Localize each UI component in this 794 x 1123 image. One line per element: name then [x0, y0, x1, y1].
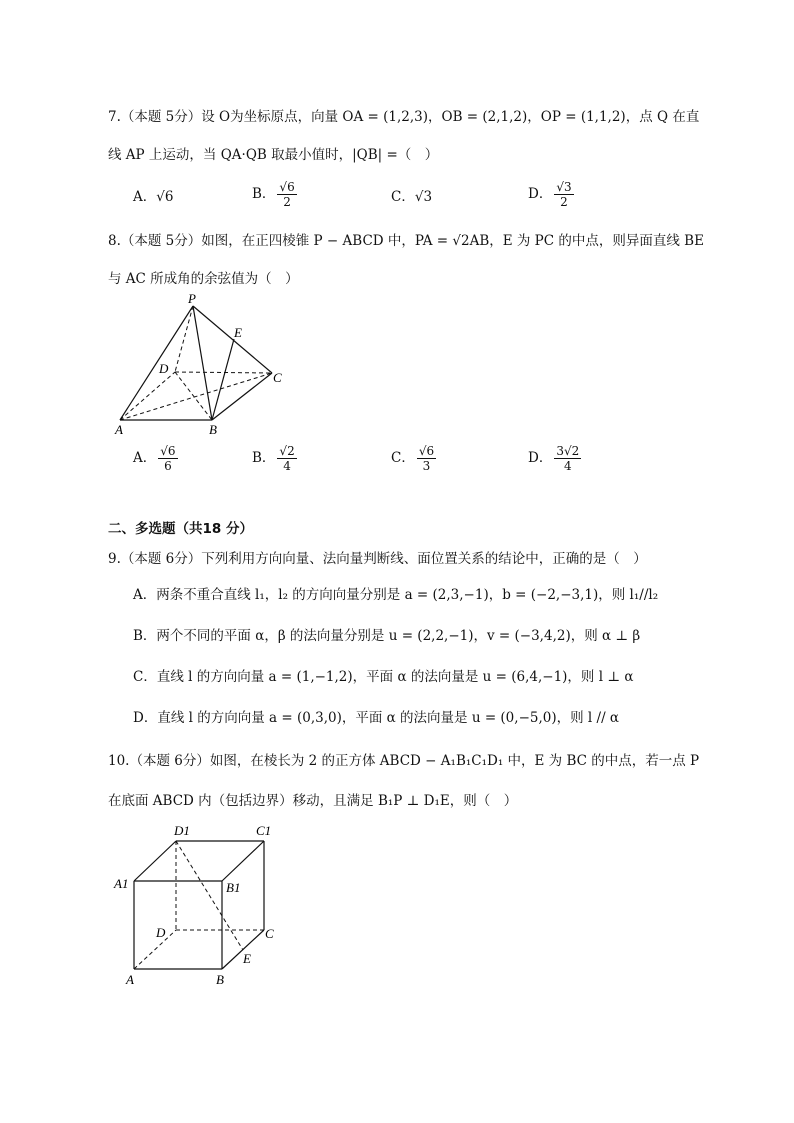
fraction: $\frac{√6}{3}$ [418, 444, 435, 473]
q7-option-b: B． $\frac{√6}{2}$ [252, 180, 295, 209]
q8-option-c: C． $\frac{√6}{3}$ [391, 444, 435, 473]
label-c1: C1 [256, 823, 272, 838]
q10-line2: 在底面 ABCD 内（包括边界）移动，且满足 B₁P ⊥ D₁E，则（ ） [108, 793, 518, 809]
q7-option-d: D． $\frac{√3}{2}$ [528, 180, 572, 209]
q7-option-c: C．√3 [391, 189, 433, 205]
pyramid-figure [110, 290, 290, 440]
cube-figure [110, 820, 290, 992]
q8-option-b: B． $\frac{√2}{4}$ [252, 444, 295, 473]
q7-line1: 7.（本题 5分）设 O为坐标原点，向量 OA = (1,2,3)，OB = (2,1,2)，OP = (1,1,2)，点 Q 在直 [108, 109, 700, 125]
label-a: A [126, 972, 134, 987]
fraction: $\frac{3√2}{4}$ [556, 444, 580, 473]
label-e: E [243, 951, 251, 966]
fraction: $\frac{√6}{6}$ [160, 444, 176, 473]
q9-option-a: A．两条不重合直线 l₁，l₂ 的方向向量分别是 a = (2,3,−1)，b = (−2,−3,1)，则 l₁//l₂ [133, 587, 659, 603]
q8-line2: 与 AC 所成角的余弦值为（ ） [108, 271, 299, 287]
label-b1: B1 [226, 880, 241, 895]
q7-line2: 线 AP 上运动，当 QA·QB 取最小值时，|QB| =（ ） [108, 147, 439, 163]
q7-option-a: A．√6 [133, 189, 174, 205]
section-heading: 二、多选题（共18 分） [108, 521, 253, 537]
label-p: P [188, 291, 196, 306]
q9-stem: 9.（本题 6分）下列利用方向向量、法向量判断线、面位置关系的结论中，正确的是（ ） [108, 551, 647, 567]
label-a1: A1 [114, 876, 129, 891]
label-a: A [115, 422, 123, 437]
label-d: D [159, 361, 169, 376]
label-b: B [216, 972, 224, 987]
q10-line1: 10.（本题 6分）如图，在棱长为 2 的正方体 ABCD − A₁B₁C₁D₁ 中，E 为 BC 的中点，若一点 P [108, 753, 700, 769]
label-d1: D1 [174, 823, 190, 838]
label-e: E [234, 325, 242, 340]
q8-line1: 8.（本题 5分）如图，在正四棱锥 P − ABCD 中，PA = √2AB，E 为 PC 的中点，则异面直线 BE [108, 233, 704, 249]
q9-option-c: C．直线 l 的方向向量 a = (1,−1,2)，平面 α 的法向量是 u = (6,4,−1)，则 l ⊥ α [133, 669, 634, 685]
fraction: $\frac{√2}{4}$ [279, 444, 295, 473]
q8-option-a: A． $\frac{√6}{6}$ [133, 444, 176, 473]
q8-option-d: D． $\frac{3√2}{4}$ [528, 444, 580, 473]
q9-option-b: B．两个不同的平面 α，β 的法向量分别是 u = (2,2,−1)，v = (−3,4,2)，则 α ⊥ β [133, 628, 641, 644]
fraction: $\frac{√6}{2}$ [279, 180, 295, 209]
label-c: C [273, 370, 282, 385]
label-d: D [156, 925, 166, 940]
q9-option-d: D．直线 l 的方向向量 a = (0,3,0)，平面 α 的法向量是 u = (0,−5,0)，则 l // α [133, 710, 620, 726]
label-c: C [265, 926, 274, 941]
fraction: $\frac{√3}{2}$ [556, 180, 572, 209]
label-b: B [209, 422, 217, 437]
